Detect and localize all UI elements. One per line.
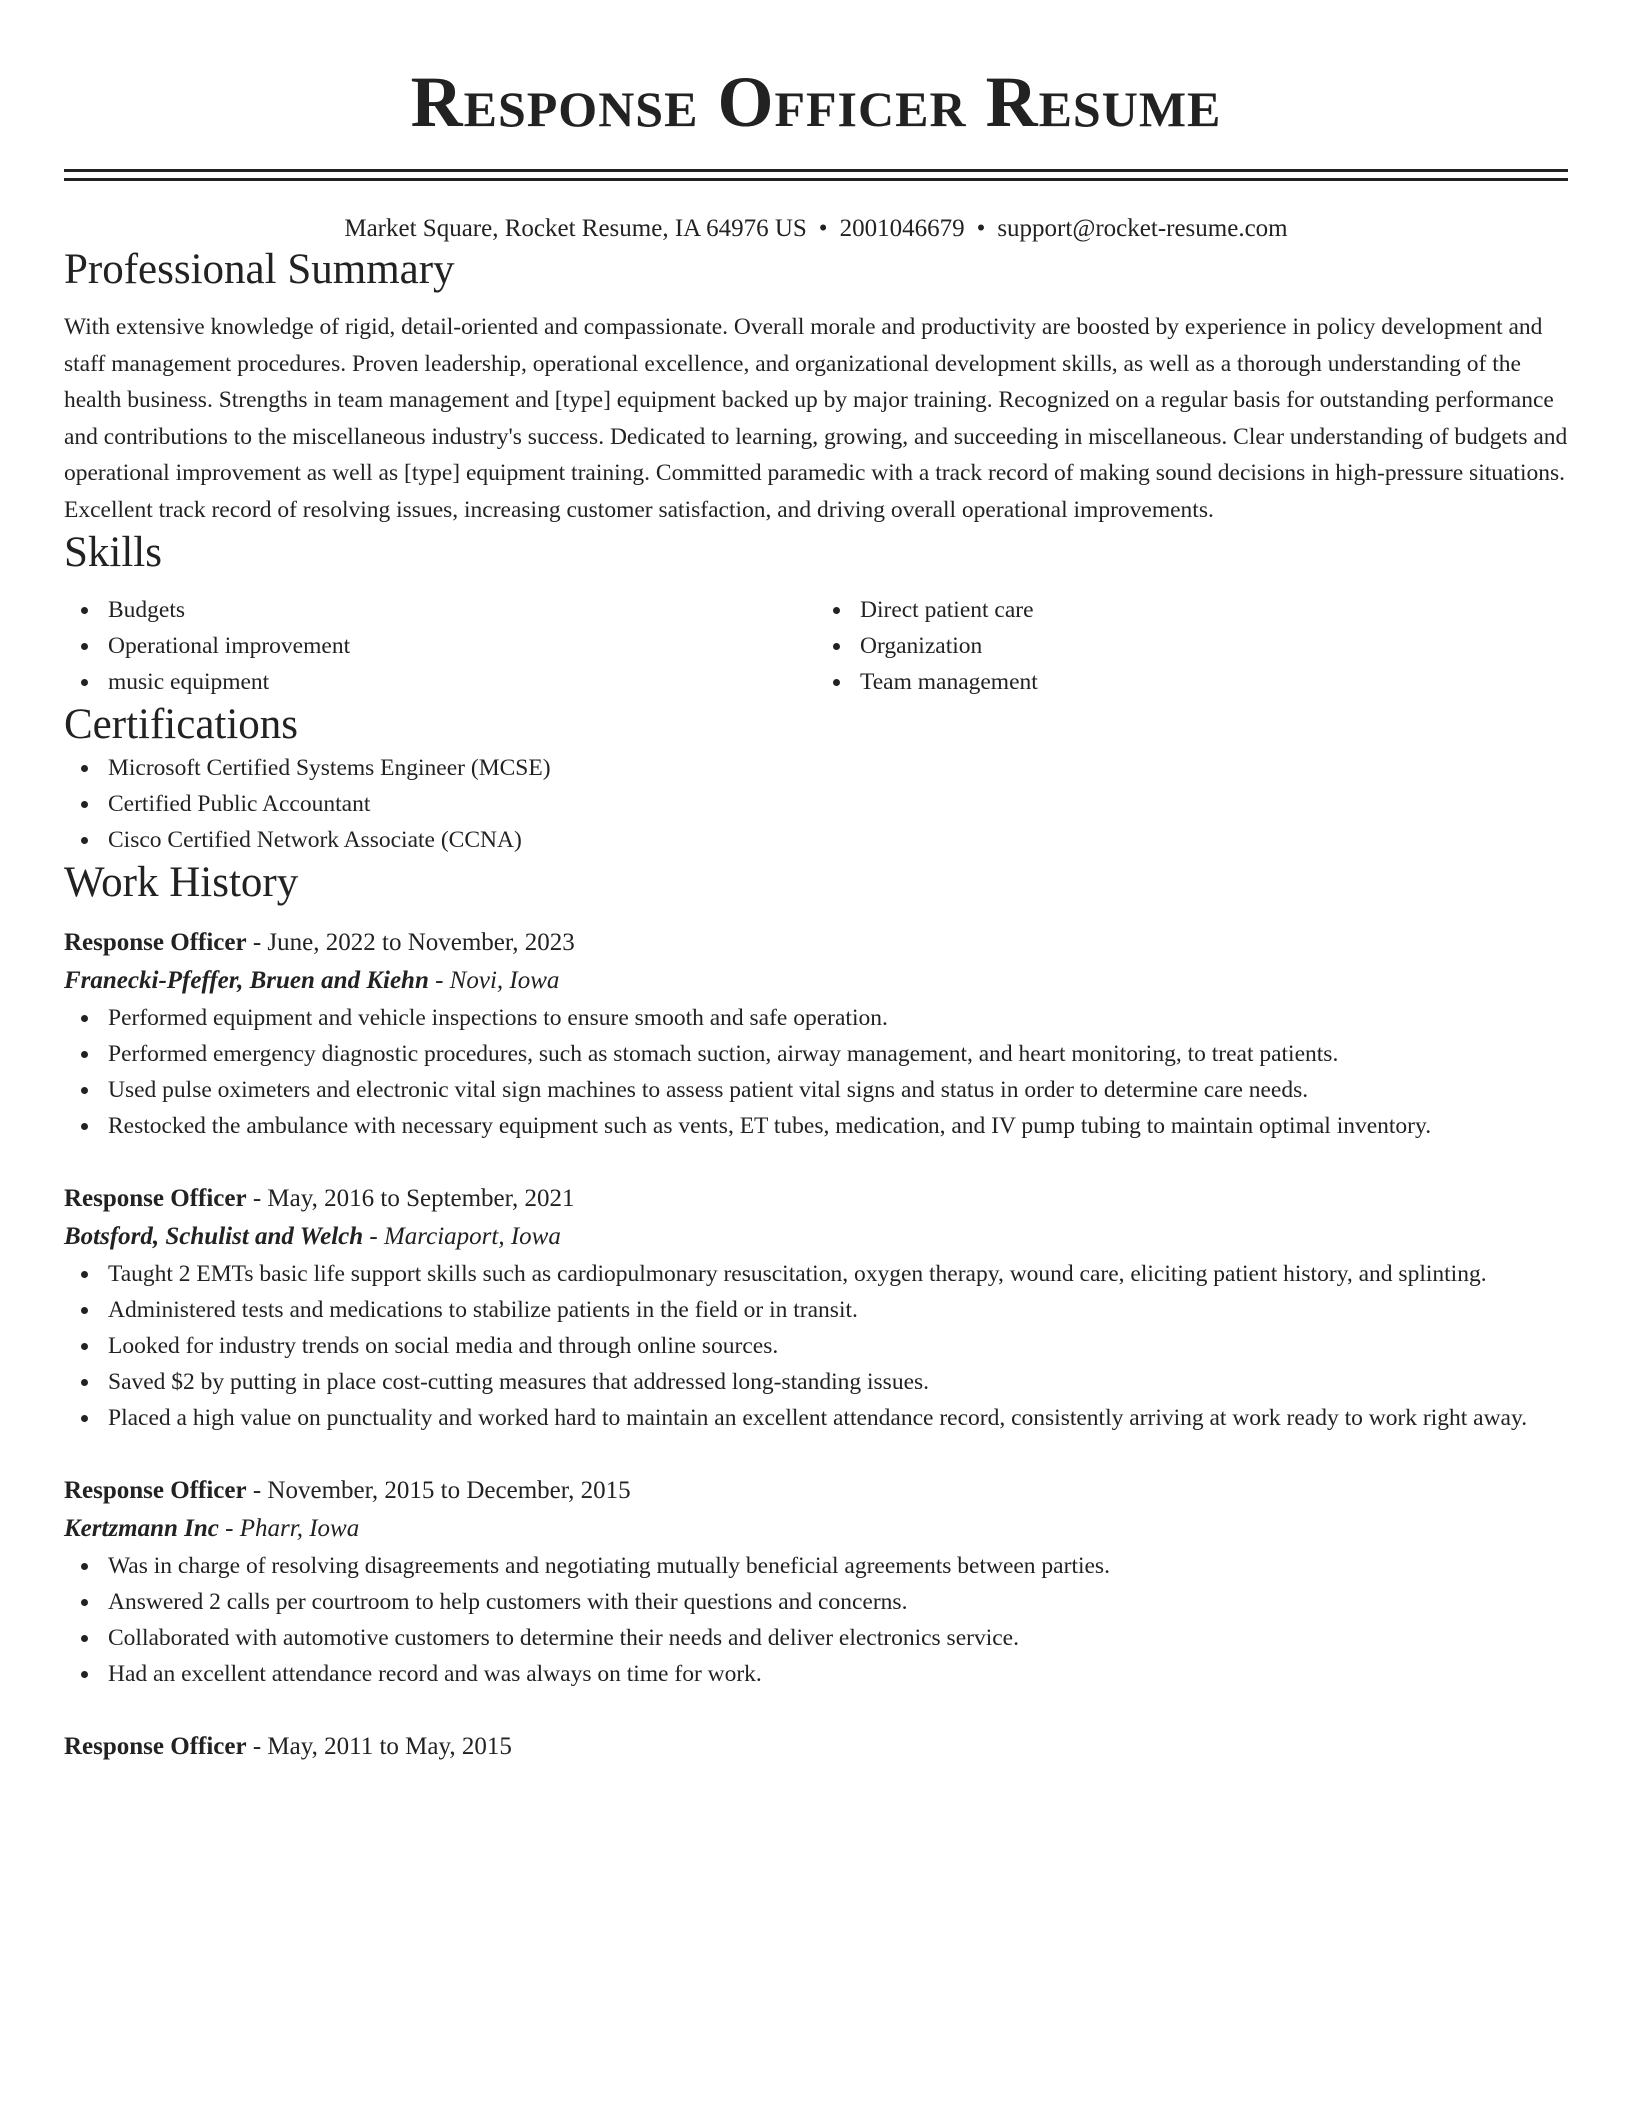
job-role: Response Officer: [64, 1185, 247, 1212]
job-company-line: [64, 962, 1568, 1000]
bullet-icon: [81, 1015, 88, 1022]
skills-grid: [64, 592, 1568, 700]
job-entry: [64, 924, 1568, 1144]
list-item: [64, 1548, 1568, 1584]
job-title-line: [64, 1180, 1568, 1218]
job-entry: [64, 1472, 1568, 1692]
bullet-icon: [81, 1051, 88, 1058]
list-item: [64, 1328, 1568, 1364]
contact-line: [64, 213, 1568, 245]
bullet-icon: [833, 679, 840, 686]
job-location: - Pharr, Iowa: [218, 1515, 360, 1542]
list-item: [64, 1400, 1568, 1436]
work-history-heading: Work History: [64, 859, 299, 906]
list-item: [64, 1036, 1568, 1072]
job-duty: Performed equipment and vehicle inspections to ensure smooth and safe operation.: [108, 1005, 888, 1031]
job-role: Response Officer: [64, 1477, 247, 1504]
job-role: Response Officer: [64, 929, 247, 956]
job-duty: Placed a high value on punctuality and worked hard to maintain an excellent attendance record, consistently arriving at work ready to work right away.: [108, 1405, 1528, 1431]
list-item: [64, 1256, 1568, 1292]
bullet-icon: [81, 679, 88, 686]
list-item: [64, 1364, 1568, 1400]
list-item: [64, 786, 1568, 822]
contact-email: support@rocket-resume.com: [997, 215, 1288, 242]
job-duty: Saved $2 by putting in place cost-cutting measures that addressed long-standing issues.: [108, 1369, 930, 1395]
job-dates: - May, 2016 to September, 2021: [246, 1185, 575, 1212]
job-location: - Marciaport, Iowa: [363, 1223, 561, 1250]
job-company-line: [64, 1218, 1568, 1256]
skills-list-left: [64, 592, 816, 700]
list-item: [816, 592, 1568, 628]
title-divider-top: [64, 169, 1568, 172]
bullet-icon: [81, 801, 88, 808]
job-company: Botsford, Schulist and Welch: [64, 1223, 364, 1250]
bullet-icon: [81, 837, 88, 844]
contact-address: Market Square, Rocket Resume, IA 64976 US: [344, 215, 807, 242]
skill-label: Organization: [860, 633, 983, 659]
bullet-icon: [81, 1415, 88, 1422]
skill-label: Operational improvement: [108, 633, 351, 659]
job-duty: Collaborated with automotive customers to determine their needs and deliver electronics service.: [108, 1625, 1019, 1651]
bullet-icon: [81, 643, 88, 650]
list-item: [816, 664, 1568, 700]
bullet-icon: [81, 1671, 88, 1678]
job-duty: Used pulse oximeters and electronic vital sign machines to assess patient vital signs and status in order to determine care needs.: [108, 1077, 1309, 1103]
job-duty: Taught 2 EMTs basic life support skills such as cardiopulmonary resuscitation, oxygen therapy, wound care, eliciting patient history, and splinting.: [108, 1261, 1487, 1287]
list-item: [64, 592, 816, 628]
job-title-line: [64, 1472, 1568, 1510]
list-item: [64, 1620, 1568, 1656]
skills-heading: Skills: [64, 529, 162, 576]
bullet-icon: [81, 1343, 88, 1350]
title-divider-bottom: [64, 178, 1568, 181]
job-duty: Had an excellent attendance record and was always on time for work.: [108, 1661, 762, 1687]
job-duty: Was in charge of resolving disagreements and negotiating mutually beneficial agreements between parties.: [108, 1553, 1110, 1579]
list-item: [64, 1000, 1568, 1036]
bullet-icon: [81, 1087, 88, 1094]
page-title: Response Officer Resume: [410, 62, 1222, 142]
job-duty: Administered tests and medications to stabilize patients in the field or in transit.: [108, 1297, 858, 1323]
certifications-list: [64, 750, 1568, 858]
contact-phone: 2001046679: [839, 215, 965, 242]
skill-label: music equipment: [108, 669, 270, 695]
bullet-icon: [81, 765, 88, 772]
job-company-line: [64, 1510, 1568, 1548]
job-role: Response Officer: [64, 1733, 247, 1760]
job-company: Franecki-Pfeffer, Bruen and Kiehn: [64, 967, 429, 994]
bullet-icon: [81, 1563, 88, 1570]
contact-separator: •: [818, 215, 828, 242]
list-item: [64, 664, 816, 700]
contact-separator: •: [976, 215, 986, 242]
job-duty: Restocked the ambulance with necessary equipment such as vents, ET tubes, medication, and IV pump tubing to maintain optimal inventory.: [108, 1113, 1432, 1139]
certification-label: Microsoft Certified Systems Engineer (MCSE): [108, 755, 551, 781]
bullet-icon: [81, 1599, 88, 1606]
job-dates: - June, 2022 to November, 2023: [246, 929, 575, 956]
job-entry: [64, 1728, 1568, 1766]
list-item: [64, 822, 1568, 858]
skills-list-right: [816, 592, 1568, 700]
skills-column-left: [64, 592, 816, 700]
list-item: [64, 1292, 1568, 1328]
job-title-line: [64, 924, 1568, 962]
job-duties-list: [64, 1256, 1568, 1436]
bullet-icon: [81, 1379, 88, 1386]
list-item: [64, 750, 1568, 786]
bullet-icon: [81, 1123, 88, 1130]
bullet-icon: [81, 1307, 88, 1314]
job-company: Kertzmann Inc: [64, 1515, 219, 1542]
list-item: [64, 1072, 1568, 1108]
list-item: [816, 628, 1568, 664]
skills-column-right: [816, 592, 1568, 700]
skill-label: Direct patient care: [860, 597, 1034, 623]
certifications-heading: Certifications: [64, 701, 299, 748]
bullet-icon: [81, 1271, 88, 1278]
list-item: [64, 1584, 1568, 1620]
job-duty: Looked for industry trends on social media and through online sources.: [108, 1333, 779, 1359]
certification-label: Cisco Certified Network Associate (CCNA): [108, 827, 522, 853]
job-duty: Performed emergency diagnostic procedures, such as stomach suction, airway management, and heart monitoring, to treat patients.: [108, 1041, 1339, 1067]
skill-label: Budgets: [108, 597, 186, 623]
job-entry: [64, 1180, 1568, 1436]
job-duties-list: [64, 1000, 1568, 1144]
job-dates: - November, 2015 to December, 2015: [246, 1477, 631, 1504]
job-duties-list: [64, 1548, 1568, 1692]
bullet-icon: [81, 607, 88, 614]
job-dates: - May, 2011 to May, 2015: [246, 1733, 512, 1760]
job-location: - Novi, Iowa: [428, 967, 560, 994]
bullet-icon: [833, 643, 840, 650]
job-title-line: [64, 1728, 1568, 1766]
summary-text: With extensive knowledge of rigid, detail-oriented and compassionate. Overall morale and productivity are boosted by experience in policy development and staff management procedures. Proven leadership, operational excellence, and organizational development skills, as well as a thorough understanding of the health business. Strengths in team management and [type] equipment backed up by major training. Recognized on a regular basis for outstanding performance and contributions to the miscellaneous industry's success. Dedicated to learning, growing, and succeeding in miscellaneous. Clear understanding of budgets and operational improvement as well as [type] equipment training. Committed paramedic with a track record of making sound decisions in high-pressure situations. Excellent track record of resolving issues, increasing customer satisfaction, and driving overall operational improvements.: [64, 314, 1568, 523]
certification-label: Certified Public Accountant: [108, 791, 371, 817]
list-item: [64, 1108, 1568, 1144]
bullet-icon: [833, 607, 840, 614]
bullet-icon: [81, 1635, 88, 1642]
summary-heading: Professional Summary: [64, 246, 455, 293]
list-item: [64, 628, 816, 664]
job-duty: Answered 2 calls per courtroom to help customers with their questions and concerns.: [108, 1589, 908, 1615]
skill-label: Team management: [860, 669, 1038, 695]
list-item: [64, 1656, 1568, 1692]
